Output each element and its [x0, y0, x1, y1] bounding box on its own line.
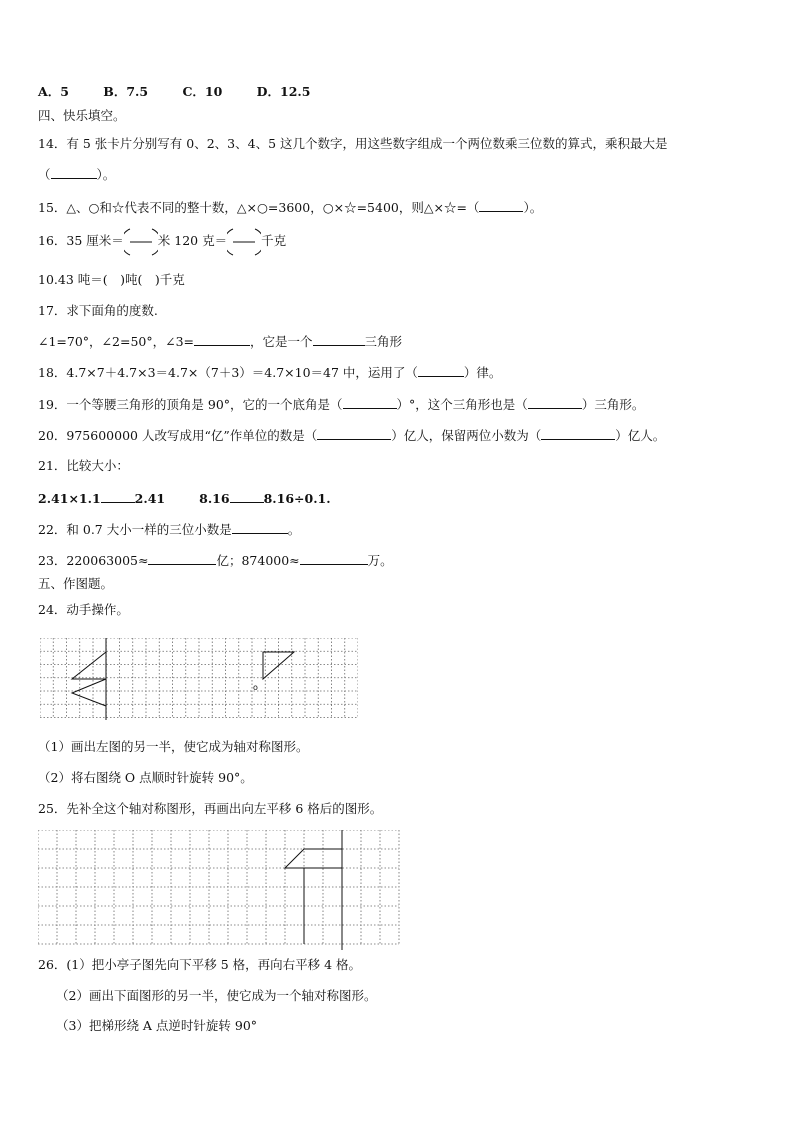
q21-blank-1[interactable]	[101, 490, 135, 503]
q24-grid	[40, 638, 358, 720]
q20	[38, 427, 665, 444]
q17-end: 三角形	[364, 334, 403, 349]
q14-close: ）。	[96, 167, 116, 182]
q21-expr-a: 2.41×1.1	[38, 491, 101, 506]
q16	[38, 226, 286, 257]
q15-blank[interactable]	[479, 199, 523, 212]
q25-half-shape	[285, 849, 342, 944]
q26-sub3: （3）把梯形绕 A 点逆时针旋转 90°	[56, 1018, 258, 1033]
q21-expr-b: 2.41	[134, 491, 166, 506]
q23-mid: 亿；874000≈	[216, 553, 300, 568]
q19-end: ）三角形。	[581, 397, 645, 412]
q14-open: （	[38, 167, 51, 182]
q25-title: 25．先补全这个轴对称图形，再画出向左平移 6 格后的图形。	[38, 801, 383, 816]
q15	[38, 199, 542, 216]
q20-end: ）亿人。	[615, 428, 666, 443]
q24-sub2: （2）将右图绕 O 点顺时针旋转 90°。	[38, 770, 253, 785]
q17-title: 17．求下面角的度数.	[38, 303, 158, 318]
q17-text: ∠1=70°，∠2=50°，∠3=	[38, 334, 195, 349]
q24-sub1: （1）画出左图的另一半，使它成为轴对称图形。	[38, 739, 309, 754]
q24-o-label: o	[253, 683, 258, 692]
q23-end: 万。	[367, 553, 393, 568]
q19-text: 19．一个等腰三角形的顶角是 90°，它的一个底角是（	[38, 397, 343, 412]
q19-mid: ）°，这个三角形也是（	[396, 397, 528, 412]
q16-fraction-blank-1[interactable]	[124, 227, 158, 257]
q17-mid: ，它是一个	[250, 334, 313, 349]
q23-text: 23．220063005≈	[38, 553, 149, 568]
q20-text: 20．975600000 人改写成用“亿”作单位的数是（	[38, 428, 318, 443]
section-4-heading: 四、快乐填空。	[38, 108, 126, 123]
option-a: A．5	[38, 84, 69, 99]
q23-blank-1[interactable]	[148, 552, 216, 565]
q26-sub2: （2）画出下面图形的另一半，使它成为一个轴对称图形。	[56, 988, 377, 1003]
q18-text: 18．4.7×7＋4.7×3＝4.7×（7＋3）＝4.7×10＝47 中，运用了（	[38, 365, 418, 380]
q18-blank[interactable]	[418, 364, 464, 377]
q22-text: 22．和 0.7 大小一样的三位小数是	[38, 522, 232, 537]
option-c: C．10	[182, 84, 223, 99]
q15-text: 15．△、○和☆代表不同的整十数，△×○=3600，○×☆=5400，则△×☆=（	[38, 200, 480, 215]
q26-sub1: 26．(1）把小亭子图先向下平移 5 格，再向右平移 4 格。	[38, 957, 362, 972]
q17-blank-1[interactable]	[194, 333, 250, 346]
q19	[38, 396, 644, 413]
q23	[38, 552, 393, 569]
q23-blank-2[interactable]	[300, 552, 368, 565]
section-5-heading: 五、作图题。	[38, 576, 114, 591]
option-d: D．12.5	[256, 84, 311, 99]
q19-blank-2[interactable]	[528, 396, 582, 409]
q16-part-b: 米 120 克＝	[157, 233, 228, 248]
q13-options	[38, 84, 340, 100]
q16-part-a: 16．35 厘米＝	[38, 233, 124, 248]
q14-line2	[38, 166, 115, 183]
q20-blank-1[interactable]	[317, 427, 391, 440]
q20-blank-2[interactable]	[541, 427, 615, 440]
q21-expr-c: 8.16	[199, 491, 230, 506]
q19-blank-1[interactable]	[343, 396, 397, 409]
q24-title: 24．动手操作。	[38, 602, 129, 617]
q21-line	[38, 490, 331, 507]
q21-expr-d: 8.16÷0.1.	[263, 491, 331, 506]
q24-left-lower-shape	[72, 679, 106, 706]
q18	[38, 364, 501, 381]
q22-blank[interactable]	[232, 521, 288, 534]
q24-left-upper-shape	[72, 652, 106, 679]
q22-end: 。	[287, 522, 301, 537]
q25-grid	[38, 830, 400, 950]
q22	[38, 521, 300, 538]
q21-blank-2[interactable]	[230, 490, 264, 503]
q17-blank-2[interactable]	[313, 333, 365, 346]
q21-title: 21．比较大小：	[38, 458, 129, 473]
q15-close: ）。	[523, 200, 543, 215]
q20-mid: ）亿人，保留两位小数为（	[391, 428, 542, 443]
q16-fraction-blank-2[interactable]	[227, 227, 261, 257]
q16b: 10.43 吨＝( )吨( )千克	[38, 272, 185, 287]
q17-line	[38, 333, 402, 350]
q18-end: ）律。	[463, 365, 502, 380]
q14-blank[interactable]	[51, 166, 97, 179]
option-b: B．7.5	[103, 84, 149, 99]
q16-part-c: 千克	[261, 233, 287, 248]
q14-line1: 14．有 5 张卡片分别写有 0、2、3、4、5 这几个数字，用这些数字组成一个两位数乘三位数的算式，乘积最大是	[38, 136, 668, 151]
